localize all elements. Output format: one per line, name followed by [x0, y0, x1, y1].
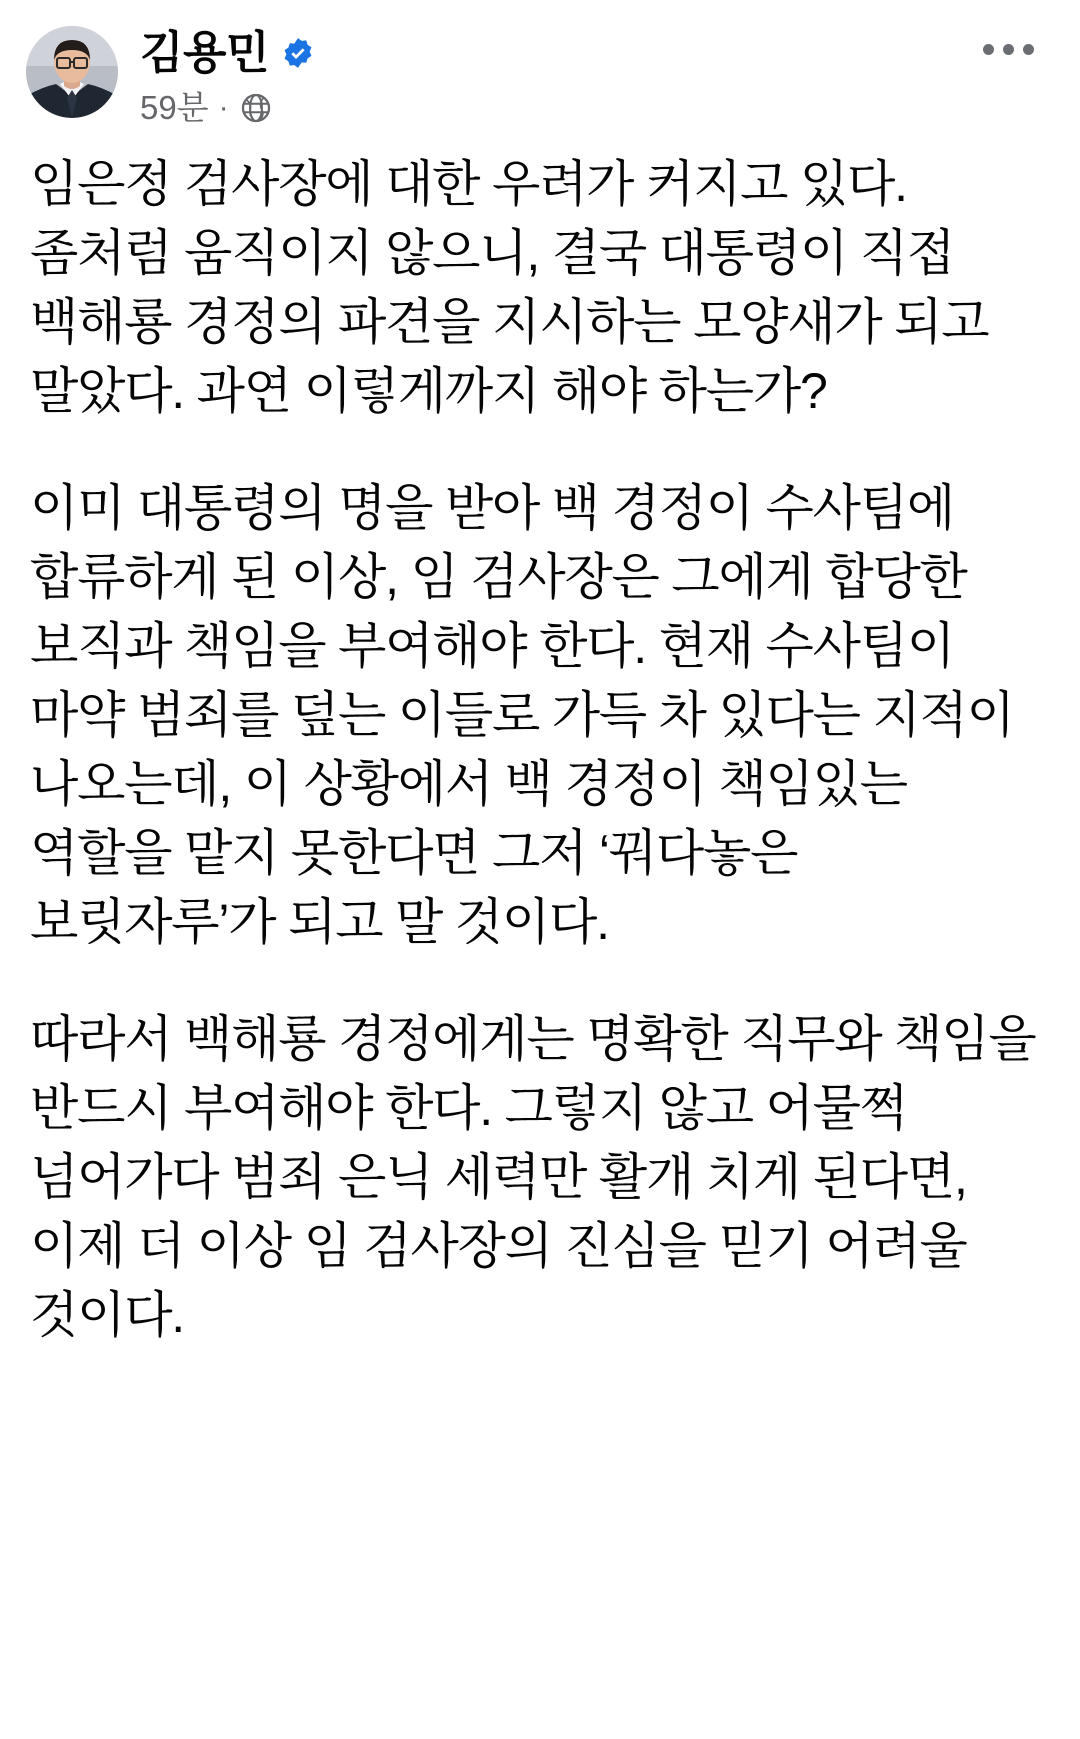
verified-badge-icon	[281, 36, 315, 70]
post-body	[0, 132, 1080, 1350]
more-options-dot-2	[1003, 44, 1014, 55]
more-options-icon[interactable]	[973, 34, 1044, 65]
post-meta	[140, 90, 315, 126]
avatar[interactable]	[26, 26, 118, 118]
post-paragraph: 따라서 백해룡 경정에게는 명확한 직무와 책임을 반드시 부여해야 한다. 그렇지 않고 어물쩍 넘어가다 범죄 은닉 세력만 활개 치게 된다면, 이제 더 이상 임 검사장의 진심을 믿기 어려울 것이다.	[30, 1010, 1049, 1343]
post-timestamp[interactable]: 59분	[140, 88, 209, 126]
globe-icon[interactable]	[239, 91, 273, 125]
post-paragraph: 이미 대통령의 명을 받아 백 경정이 수사팀에 합류하게 된 이상, 임 검사장은 그에게 합당한 보직과 책임을 부여해야 한다. 현재 수사팀이 마약 범죄를 덮는 이들로 가득 차 있다는 지적이 나오는데, 이 상황에서 백 경정이 책임있는 역할을 맡지 못한다면 그저 ‘꿔다놓은 보릿자루’가 되고 말 것이다.	[30, 479, 1027, 950]
more-options-dot-3	[1023, 44, 1034, 55]
author-name[interactable]: 김용민	[140, 27, 269, 78]
post-paragraph: 임은정 검사장에 대한 우려가 커지고 있다. 좀처럼 움직이지 않으니, 결국 대통령이 직접 백해룡 경정의 파견을 지시하는 모양새가 되고 말았다. 과연 이렇게까지 해야 하는가?	[30, 155, 1002, 419]
post-header	[0, 0, 1080, 132]
more-options-dot-1	[983, 44, 994, 55]
meta-separator: ·	[218, 90, 229, 124]
post-header-text	[140, 26, 315, 126]
author-row	[140, 28, 315, 78]
